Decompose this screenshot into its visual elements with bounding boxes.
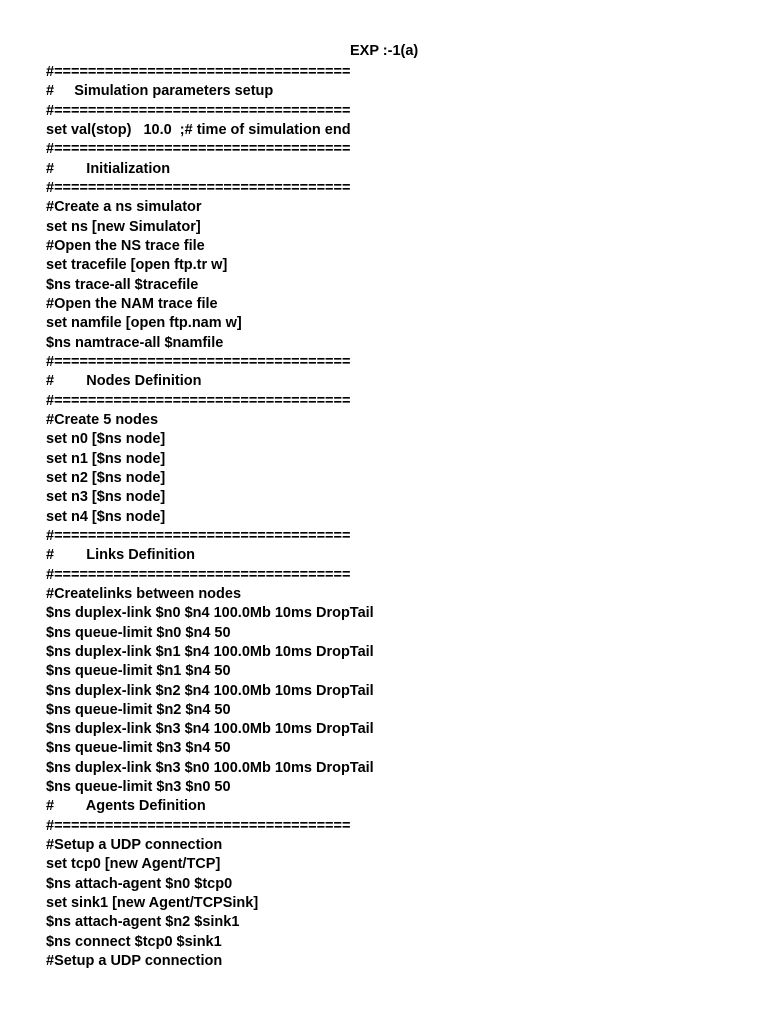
code-line: set n3 [$ns node] xyxy=(46,489,166,506)
code-line: $ns trace-all $tracefile xyxy=(46,276,199,293)
code-line: #=================================== xyxy=(46,141,351,158)
code-line: $ns duplex-link $n1 $n4 100.0Mb 10ms DropTail xyxy=(46,643,374,660)
code-line: #Createlinks between nodes xyxy=(46,585,242,602)
code-line: set sink1 [new Agent/TCPSink] xyxy=(46,895,259,912)
code-line: #Create 5 nodes xyxy=(46,411,159,428)
code-line: $ns attach-agent $n2 $sink1 xyxy=(46,914,240,931)
code-line: $ns queue-limit $n3 $n0 50 xyxy=(46,779,231,796)
code-line: #=================================== xyxy=(46,527,351,544)
code-line: set tracefile [open ftp.tr w] xyxy=(46,257,228,274)
code-line: set ns [new Simulator] xyxy=(46,218,201,235)
code-line: #=================================== xyxy=(46,179,351,196)
code-line: $ns queue-limit $n1 $n4 50 xyxy=(46,663,231,680)
code-line: #=================================== xyxy=(46,392,351,409)
code-line: $ns attach-agent $n0 $tcp0 xyxy=(46,875,233,892)
code-line: # Links Definition xyxy=(46,547,196,564)
code-line: $ns namtrace-all $namfile xyxy=(46,334,224,351)
code-line: $ns queue-limit $n3 $n4 50 xyxy=(46,740,231,757)
code-line: $ns queue-limit $n0 $n4 50 xyxy=(46,624,231,641)
code-line: $ns connect $tcp0 $sink1 xyxy=(46,933,222,950)
code-line: $ns duplex-link $n0 $n4 100.0Mb 10ms DropTail xyxy=(46,605,374,622)
code-line: #Setup a UDP connection xyxy=(46,953,223,970)
code-line: #Create a ns simulator xyxy=(46,199,202,216)
code-line: # Agents Definition xyxy=(46,798,206,815)
code-line: set n4 [$ns node] xyxy=(46,508,166,525)
code-line: set n1 [$ns node] xyxy=(46,450,166,467)
document-title: EXP :-1(a) xyxy=(350,43,419,59)
code-line: set tcp0 [new Agent/TCP] xyxy=(46,856,221,873)
code-listing xyxy=(46,63,374,971)
code-line: $ns queue-limit $n2 $n4 50 xyxy=(46,701,231,718)
code-line: #Setup a UDP connection xyxy=(46,837,223,854)
code-line: #Open the NAM trace file xyxy=(46,295,218,312)
code-line: #Open the NS trace file xyxy=(46,237,205,254)
code-line: # Simulation parameters setup xyxy=(46,83,274,100)
code-line: #=================================== xyxy=(46,817,351,834)
code-line: set n0 [$ns node] xyxy=(46,431,166,448)
code-line: #=================================== xyxy=(46,64,351,80)
code-line: #=================================== xyxy=(46,353,351,370)
code-line: set n2 [$ns node] xyxy=(46,469,166,486)
code-line: $ns duplex-link $n3 $n4 100.0Mb 10ms DropTail xyxy=(46,721,374,738)
code-line: set namfile [open ftp.nam w] xyxy=(46,315,242,332)
code-line: set val(stop) 10.0 ;# time of simulation end xyxy=(46,121,351,138)
code-line: $ns duplex-link $n2 $n4 100.0Mb 10ms DropTail xyxy=(46,682,374,699)
code-line: #=================================== xyxy=(46,102,351,119)
code-line: # Nodes Definition xyxy=(46,373,202,390)
code-line: # Initialization xyxy=(46,160,171,177)
code-line: #=================================== xyxy=(46,566,351,583)
code-line: $ns duplex-link $n3 $n0 100.0Mb 10ms DropTail xyxy=(46,759,374,776)
